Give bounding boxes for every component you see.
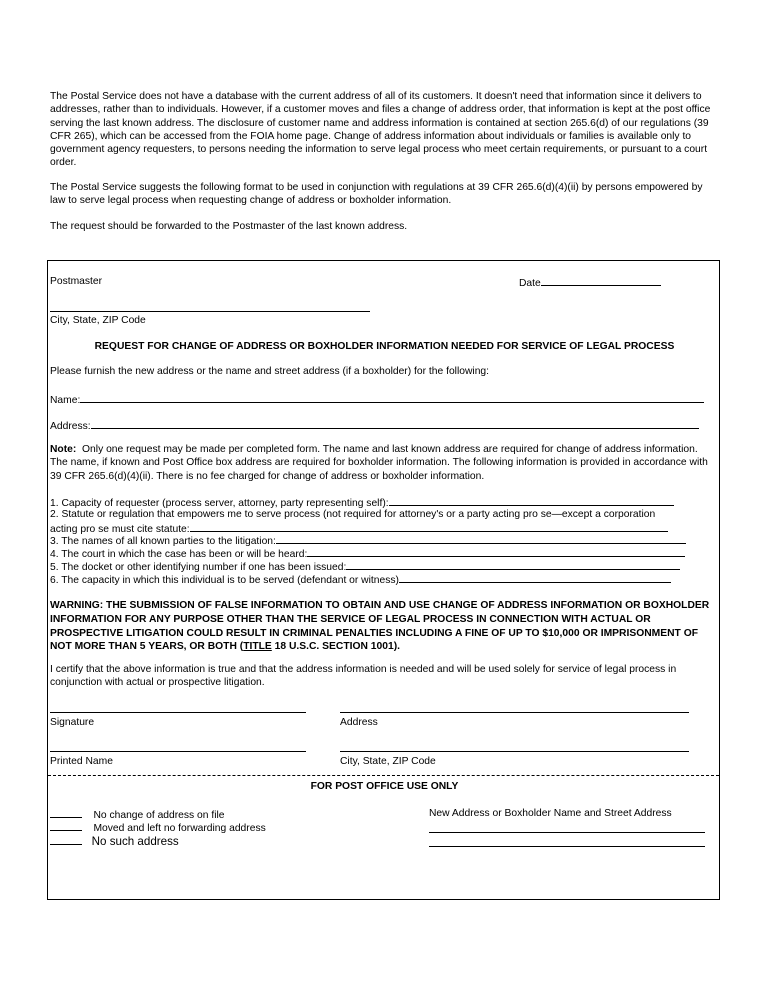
option-moved-blank[interactable]	[50, 820, 82, 831]
item3-line[interactable]	[276, 533, 686, 544]
new-address-label: New Address or Boxholder Name and Street Address	[429, 808, 672, 819]
city-state-zip-label: City, State, ZIP Code	[50, 315, 146, 326]
note-text: Only one request may be made per completed form. The name and last known address are required for change of address information. The name, if known and Post Office box address are required for boxholder information. The following information is provided in accordance with 39 CFR 265.6(d)(4)(ii). There is no fee charged for change of address or boxholder information.	[50, 444, 708, 482]
address-line[interactable]	[91, 418, 699, 429]
warning-text: WARNING: THE SUBMISSION OF FALSE INFORMATION TO OBTAIN AND USE CHANGE OF ADDRESS INFORMATION OR BOXHOLDER INFORMATION FOR ANY PURPOSE OTHER THAN THE SERVICE OF LEGAL PROCESS IN CONNECTION WITH ACTUAL OR PROSPECTIVE LITIGATION COULD RESULT IN CRIMINAL PENALTIES INCLUDING A FINE OF UP TO $10,000 OR IMPRISONMENT OF NOT MORE THAN 5 YEARS, OR BOTH (	[50, 600, 710, 653]
post-office-use-heading: FOR POST OFFICE USE ONLY	[310, 781, 459, 792]
new-address-line-2[interactable]	[429, 846, 705, 847]
date-field	[519, 275, 661, 290]
printed-name-label: Printed Name	[50, 756, 113, 767]
warning-citation: 18 U.S.C. SECTION 1001).	[271, 641, 400, 653]
option-no-such-label: No such address	[91, 835, 179, 848]
item6-line[interactable]	[399, 572, 671, 583]
option-moved	[50, 820, 266, 835]
list-item-6	[50, 572, 686, 585]
cut-divider	[48, 775, 719, 776]
certify-paragraph: I certify that the above information is true and that the address information is needed and will be used solely for service of legal process in conjunction with actual or prospective litigation.	[50, 664, 677, 689]
requester-details-list	[50, 495, 686, 585]
note-label: Note:	[50, 444, 77, 455]
postmaster-label: Postmaster	[50, 276, 103, 287]
signer-address-line[interactable]	[340, 712, 689, 713]
item3-label: 3. The names of all known parties to the litigation:	[50, 536, 276, 548]
city-state-zip-line[interactable]	[50, 311, 370, 312]
warning-paragraph	[50, 599, 716, 654]
name-field	[50, 392, 704, 407]
furnish-instruction: Please furnish the new address or the name and street address (if a boxholder) for the following:	[50, 366, 490, 377]
item6-label: 6. The capacity in which this individual is to be served (defendant or witness)	[50, 574, 399, 586]
name-label: Name:	[50, 395, 81, 406]
item1-label: 1. Capacity of requester (process server, attorney, party representing self):	[50, 498, 389, 509]
list-item-1	[50, 495, 686, 508]
option-no-change-blank[interactable]	[50, 807, 82, 818]
printed-name-line[interactable]	[50, 751, 306, 752]
item5-line[interactable]	[346, 559, 680, 570]
list-item-2b	[50, 521, 686, 534]
signer-address-label: Address	[340, 717, 378, 728]
intro-paragraph-2: The Postal Service suggests the following format to be used in conjunction with regulations at 39 CFR 265.6(d)(4)(ii) by persons empowered by law to serve legal process when requesting change of address or boxholder information.	[50, 182, 703, 207]
list-item-4	[50, 546, 686, 559]
intro-paragraph-1: The Postal Service does not have a database with the current address of all of its customers. It doesn't need that information since it delivers to addresses, rather than to individuals. However, if a customer moves and files a change of address order, that information is kept at the post office serving the last known address. The disclosure of customer name and address information is contained at section 265.6(d) of our regulations (39 CFR 265), which can be accessed from the FOIA home page. Change of address information about individuals or families is available only to government agency requesters, to persons needing the information to serve legal process who meet certain requirements, or pursuant to a court order.	[50, 91, 711, 169]
signer-city-label: City, State, ZIP Code	[340, 756, 436, 767]
option-no-such-blank[interactable]	[50, 834, 82, 845]
form-title: REQUEST FOR CHANGE OF ADDRESS OR BOXHOLDER INFORMATION NEEDED FOR SERVICE OF LEGAL PROCESS	[94, 341, 675, 352]
address-label: Address:	[50, 421, 91, 432]
date-label: Date	[519, 278, 541, 289]
list-item-5	[50, 559, 686, 572]
request-form	[47, 260, 720, 900]
item1-line[interactable]	[389, 495, 674, 506]
item4-line[interactable]	[307, 546, 685, 557]
signer-city-line[interactable]	[340, 751, 689, 752]
date-line[interactable]	[541, 275, 661, 286]
item2b-label: acting pro se must cite statute:	[50, 523, 190, 535]
list-item-3	[50, 533, 686, 546]
name-line[interactable]	[80, 392, 704, 403]
note-paragraph	[50, 443, 716, 483]
signature-label: Signature	[50, 717, 95, 728]
option-no-such-address	[50, 834, 179, 848]
item5-label: 5. The docket or other identifying number if one has been issued:	[50, 561, 347, 573]
warning-title-link: TITLE	[243, 641, 272, 653]
option-no-change-label: No change of address on file	[93, 810, 225, 821]
list-item-2a	[50, 508, 686, 521]
item2-label: 2. Statute or regulation that empowers me to serve process (not required for attorney's or a party acting pro se—except a corporation	[50, 508, 656, 520]
option-moved-label: Moved and left no forwarding address	[93, 823, 266, 834]
intro-paragraph-3: The request should be forwarded to the Postmaster of the last known address.	[50, 221, 408, 232]
new-address-line-1[interactable]	[429, 832, 705, 833]
address-field	[50, 418, 699, 433]
item4-label: 4. The court in which the case has been or will be heard:	[50, 549, 308, 561]
item2-line[interactable]	[190, 521, 668, 532]
signature-line[interactable]	[50, 712, 306, 713]
